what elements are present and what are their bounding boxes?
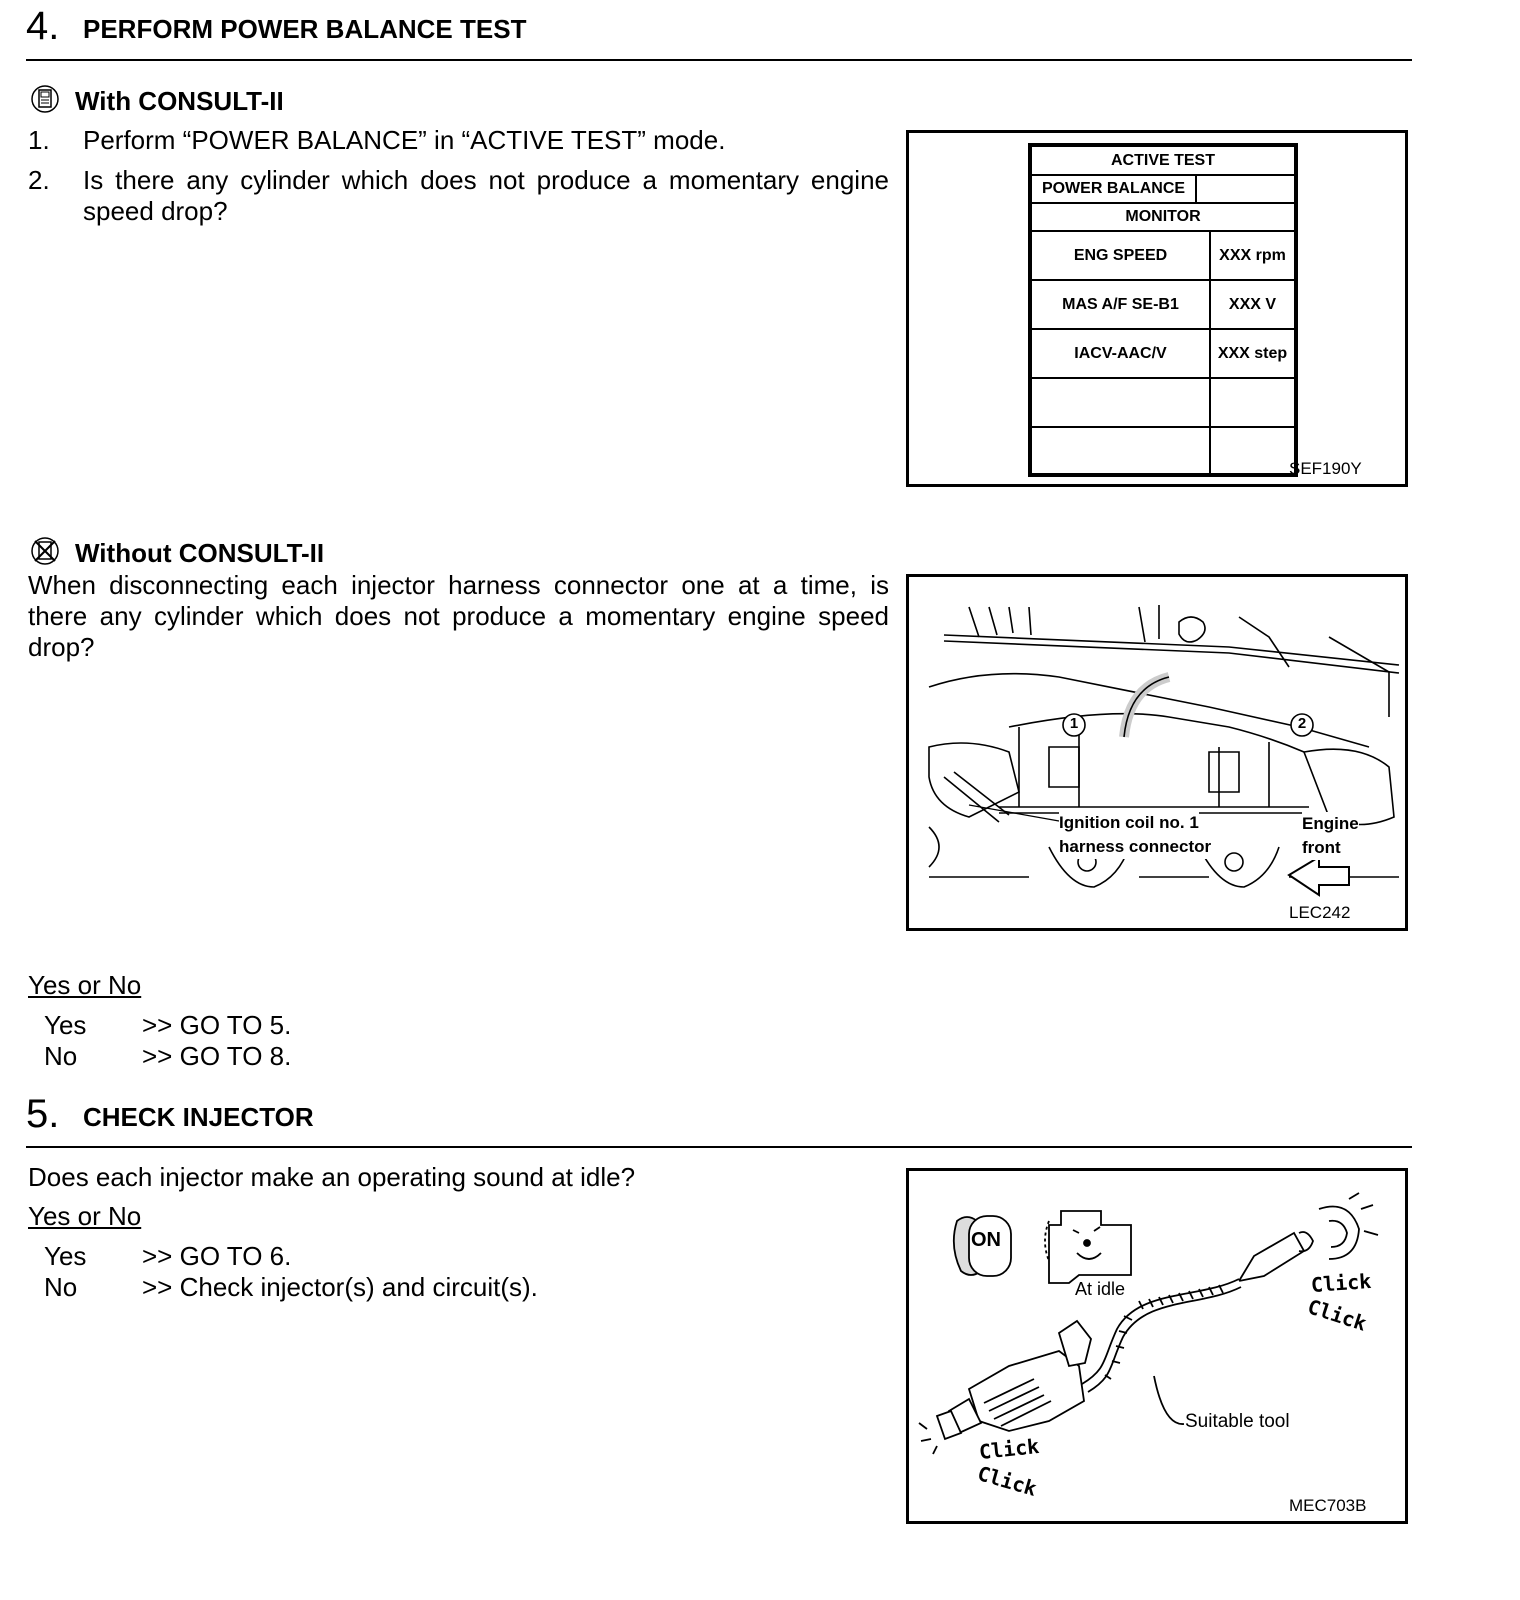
callout-2-label: 2 [1297, 715, 1307, 732]
callout-1-label: 1 [1069, 715, 1079, 732]
without-consult-heading: Without CONSULT-II [75, 538, 325, 568]
suitable-tool-label: Suitable tool [1185, 1411, 1290, 1432]
key-on-label: ON [971, 1229, 1001, 1251]
no-consult-tool-icon [30, 536, 60, 566]
step-4-divider [26, 59, 1412, 61]
monitor-value: XXX rpm [1210, 231, 1295, 280]
consult-screen-table [1028, 143, 1298, 477]
click-label: Click [1310, 1268, 1372, 1298]
at-idle-label: At idle [1075, 1279, 1126, 1299]
click-label: Click [977, 1433, 1041, 1465]
step-4-title: PERFORM POWER BALANCE TEST [83, 14, 527, 44]
step-5-divider [26, 1146, 1412, 1148]
monitor-item: ENG SPEED [1031, 231, 1210, 280]
yes-no-heading: Yes or No [28, 1201, 142, 1231]
engine-front-label-line2: front [1302, 836, 1341, 860]
monitor-item-empty [1031, 378, 1210, 427]
ignition-coil-callout-line1: Ignition coil no. 1 [1059, 811, 1199, 835]
answer-key: No [44, 1041, 78, 1071]
monitor-value: XXX V [1210, 280, 1295, 329]
figure-code: SEF190Y [1289, 459, 1362, 478]
click-label: Click [1304, 1294, 1370, 1336]
answer-action: >> GO TO 6. [142, 1241, 292, 1271]
click-label: Click [974, 1461, 1040, 1501]
monitor-item-empty [1031, 427, 1210, 474]
step-5-title: CHECK INJECTOR [83, 1102, 314, 1132]
consult-tool-icon [30, 84, 60, 114]
with-consult-heading: With CONSULT-II [75, 86, 284, 116]
answer-key: No [44, 1272, 78, 1302]
power-balance-label: POWER BALANCE [1031, 175, 1196, 203]
monitor-label: MONITOR [1031, 203, 1295, 231]
active-test-title: ACTIVE TEST [1031, 146, 1295, 175]
power-balance-value [1196, 175, 1295, 203]
list-item-number: 2. [28, 165, 50, 195]
yes-no-heading: Yes or No [28, 970, 142, 1000]
step-5-question: Does each injector make an operating sound at idle? [28, 1162, 636, 1192]
answer-action: >> Check injector(s) and circuit(s). [142, 1272, 538, 1302]
answer-key: Yes [44, 1241, 87, 1271]
monitor-item: IACV-AAC/V [1031, 329, 1210, 378]
figure-code: LEC242 [1289, 903, 1351, 922]
injector-figure [906, 1168, 1408, 1524]
monitor-value: XXX step [1210, 329, 1295, 378]
monitor-value-empty [1210, 378, 1295, 427]
answer-action: >> GO TO 5. [142, 1010, 292, 1040]
answer-action: >> GO TO 8. [142, 1041, 292, 1071]
list-item-number: 1. [28, 125, 50, 155]
consult-screen-figure [906, 130, 1408, 487]
list-item-text: Is there any cylinder which does not produce a momentary engine speed drop? [83, 165, 889, 226]
list-item-text: Perform “POWER BALANCE” in “ACTIVE TEST” mode. [83, 125, 726, 155]
figure-code: MEC703B [1289, 1496, 1367, 1515]
without-consult-text: When disconnecting each injector harness connector one at a time, is there any cylinder which does not produce a momentary engine speed drop? [28, 570, 889, 662]
answer-key: Yes [44, 1010, 87, 1040]
engine-figure [906, 574, 1408, 931]
step-4-number: 4. [26, 4, 60, 48]
monitor-item: MAS A/F SE-B1 [1031, 280, 1210, 329]
step-5-number: 5. [26, 1092, 60, 1136]
engine-illustration [909, 577, 1405, 928]
ignition-coil-callout-line2: harness connector [1059, 835, 1211, 859]
engine-front-label-line1: Engine [1302, 812, 1359, 836]
monitor-value-empty [1210, 427, 1295, 474]
